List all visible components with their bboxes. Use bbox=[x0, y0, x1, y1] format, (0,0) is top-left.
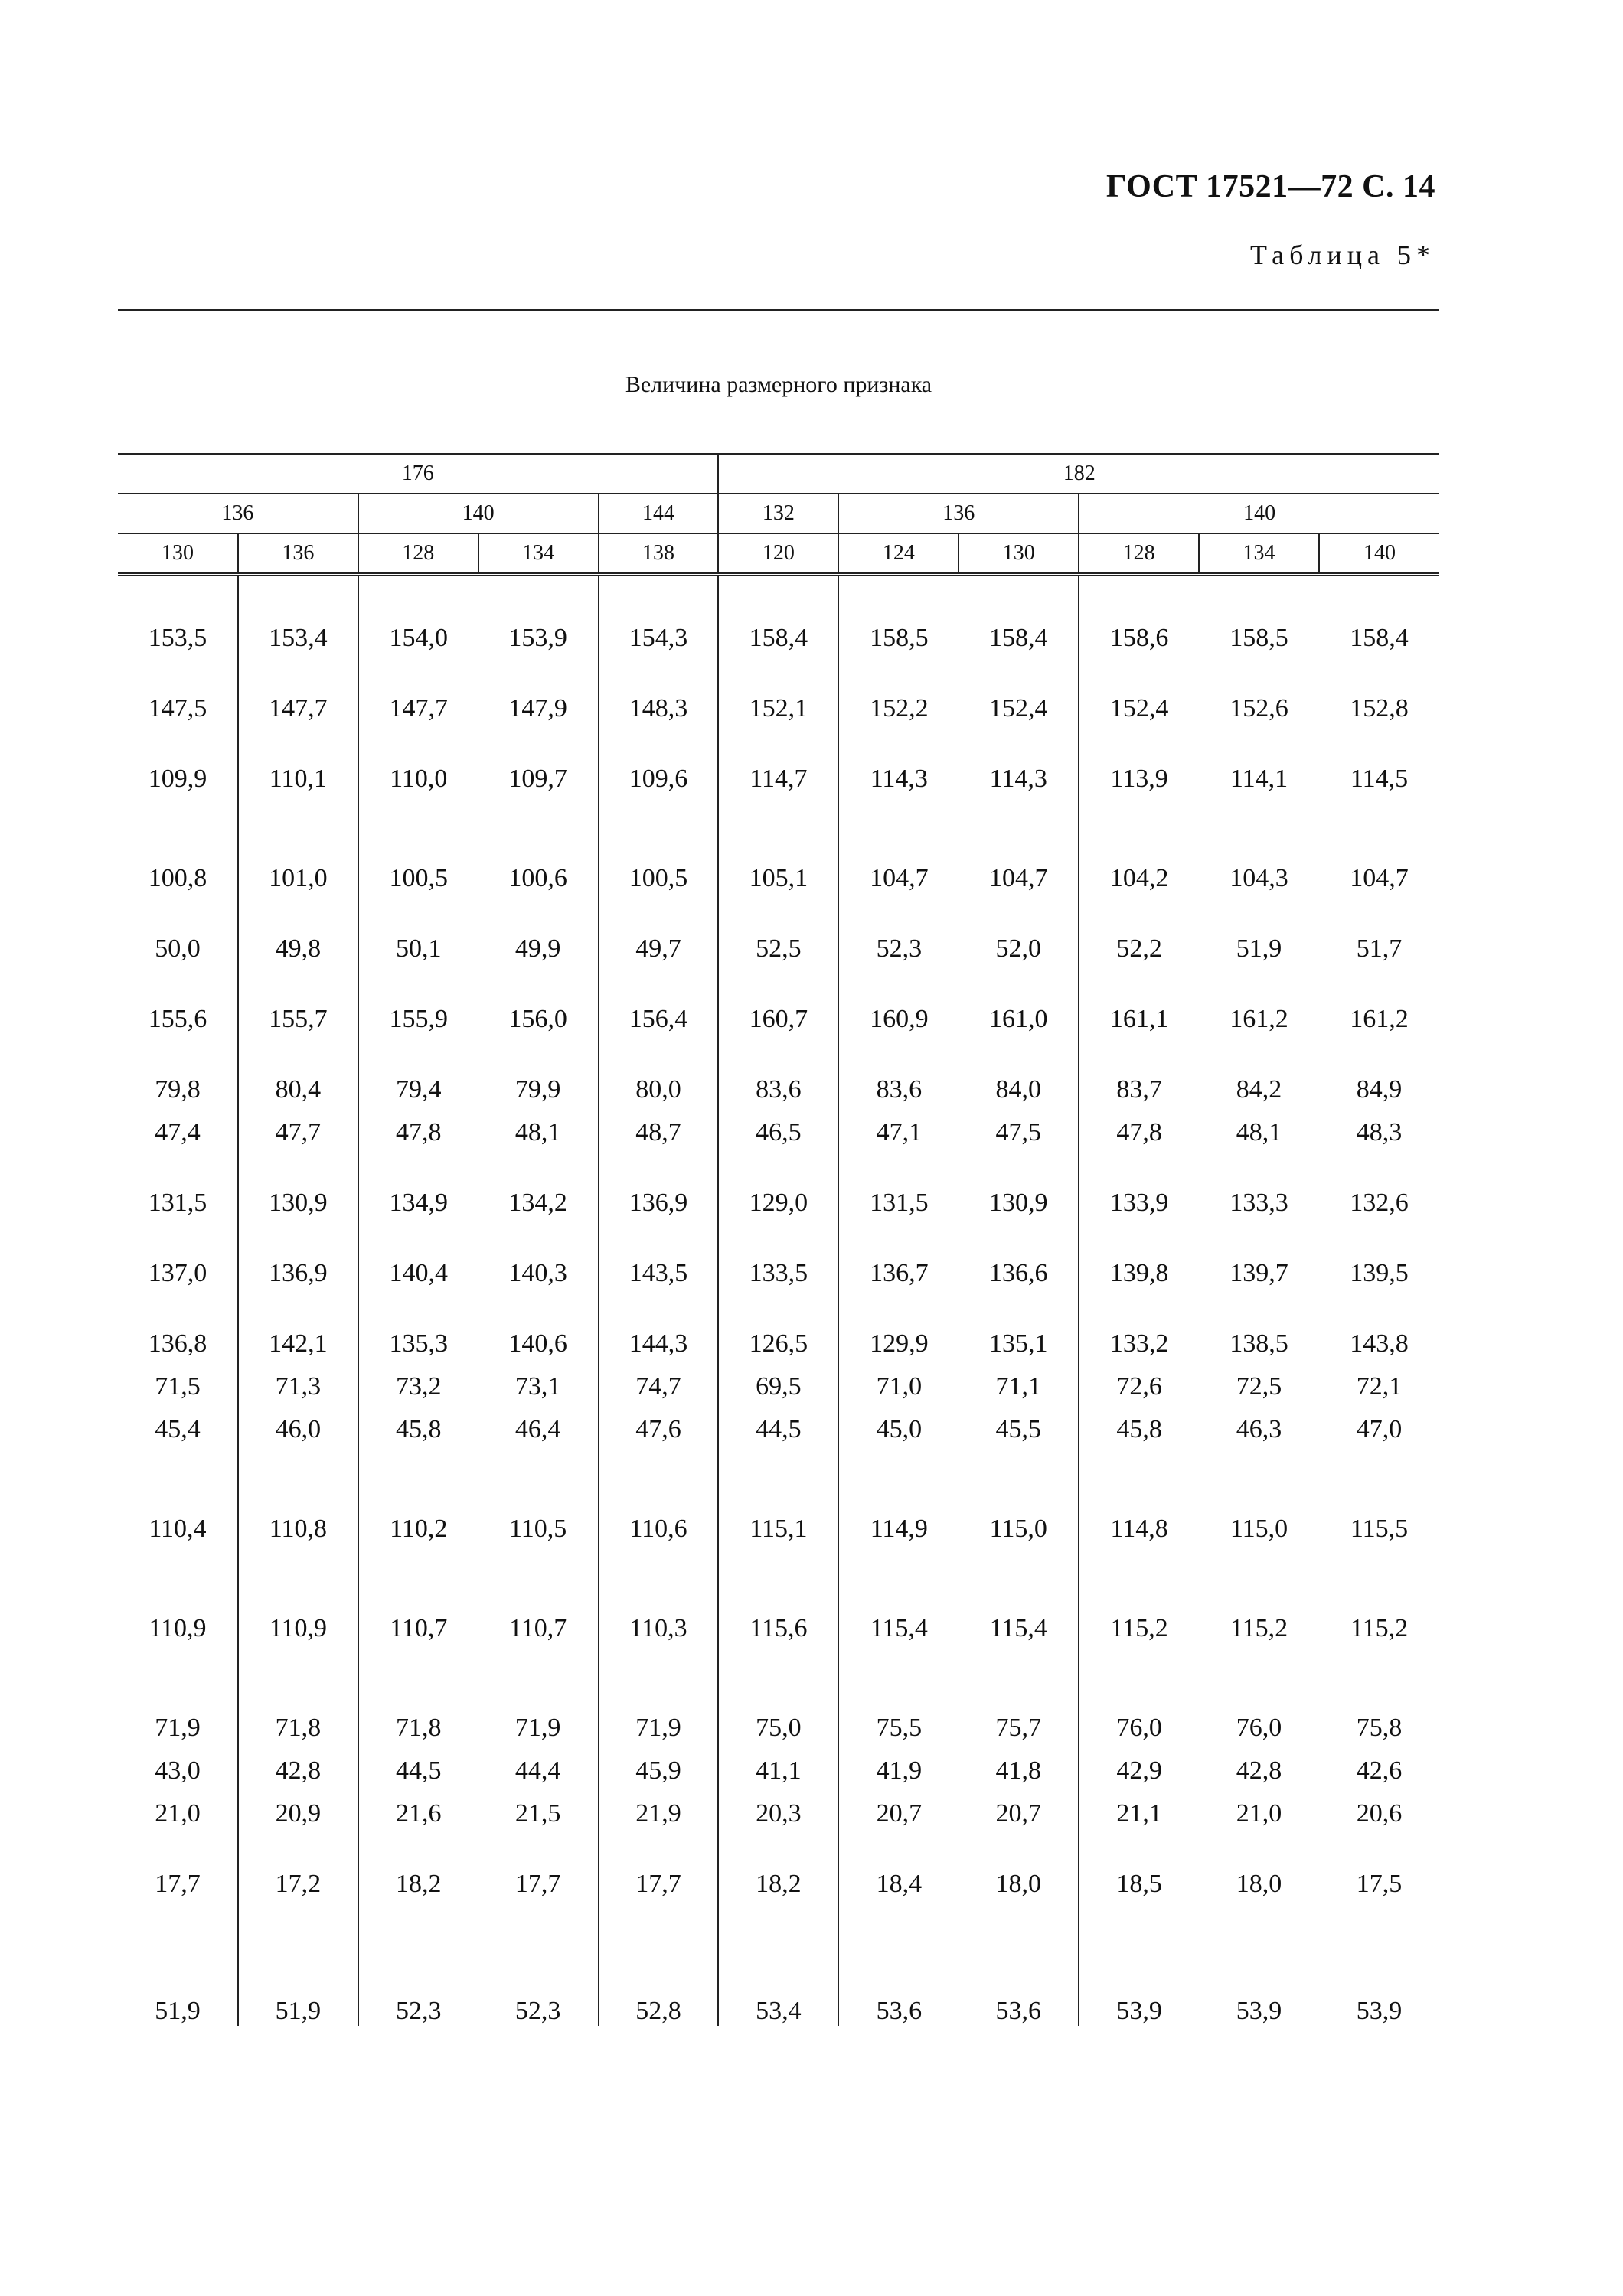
table-cell: 131,5 bbox=[838, 1147, 958, 1218]
table-cell: 75,7 bbox=[995, 1714, 1041, 1742]
table-cell: 100,6 bbox=[508, 864, 567, 892]
table-cell: 100,5 bbox=[599, 794, 719, 893]
table-cell: 79,4 bbox=[358, 1034, 478, 1104]
table-cell: 156,4 bbox=[599, 964, 719, 1034]
table-cell: 46,5 bbox=[718, 1104, 838, 1147]
table-cell: 115,4 bbox=[989, 1614, 1047, 1642]
table-cell: 20,9 bbox=[238, 1786, 358, 1828]
table-cell: 134,2 bbox=[508, 1189, 567, 1217]
table-cell: 17,7 bbox=[599, 1828, 719, 1899]
table-cell: 137,0 bbox=[148, 1259, 207, 1287]
table-cell: 136,8 bbox=[148, 1329, 207, 1358]
table-cell: 41,1 bbox=[718, 1743, 838, 1786]
table-cell: 46,4 bbox=[514, 1415, 561, 1443]
table-cell: 152,4 bbox=[1079, 653, 1199, 723]
table-row bbox=[118, 653, 1439, 723]
header-chest-cell: 140 bbox=[1079, 494, 1439, 533]
table-cell: 109,6 bbox=[599, 723, 719, 794]
table-cell: 110,6 bbox=[599, 1444, 719, 1544]
header-hip-cell: 140 bbox=[1319, 533, 1439, 575]
table-cell: 52,5 bbox=[718, 893, 838, 964]
table-cell: 45,0 bbox=[838, 1401, 958, 1444]
table-cell: 52,8 bbox=[599, 1899, 719, 2026]
table-cell: 153,4 bbox=[238, 575, 358, 654]
table-cell: 101,0 bbox=[238, 794, 358, 893]
table-cell: 148,3 bbox=[599, 653, 719, 723]
table-cell: 76,0 bbox=[1079, 1643, 1199, 1743]
table-cell: 44,5 bbox=[718, 1401, 838, 1444]
table-cell: 158,4 bbox=[718, 575, 838, 654]
table-cell: 49,7 bbox=[599, 893, 719, 964]
document-header: ГОСТ 17521—72 С. 14 bbox=[1105, 169, 1435, 204]
table-cell: 104,2 bbox=[1079, 794, 1199, 893]
header-height-cell: 176 bbox=[118, 454, 718, 494]
table-cell: 18,5 bbox=[1079, 1828, 1199, 1899]
table-cell: 18,0 bbox=[1236, 1870, 1282, 1898]
table-cell: 115,0 bbox=[1229, 1515, 1288, 1543]
table-cell: 45,8 bbox=[358, 1401, 478, 1444]
table-cell: 110,9 bbox=[238, 1544, 358, 1643]
table-cell: 53,9 bbox=[1356, 1997, 1403, 2025]
table-cell: 47,4 bbox=[155, 1118, 201, 1146]
table-row bbox=[118, 575, 1439, 654]
table-cell: 52,2 bbox=[1079, 893, 1199, 964]
table-cell: 69,5 bbox=[718, 1358, 838, 1401]
table-cell: 115,2 bbox=[1079, 1544, 1199, 1643]
header-hip-cell: 120 bbox=[718, 533, 838, 575]
table-cell: 155,6 bbox=[148, 1005, 207, 1033]
header-hip-cell: 124 bbox=[838, 533, 958, 575]
table-cell: 133,3 bbox=[1229, 1189, 1288, 1217]
table-cell: 51,7 bbox=[1356, 934, 1403, 963]
table-cell: 21,0 bbox=[155, 1799, 201, 1828]
table-cell: 47,0 bbox=[1356, 1415, 1403, 1443]
header-hip-cell: 138 bbox=[599, 533, 719, 575]
table-cell: 47,8 bbox=[358, 1104, 478, 1147]
table-cell: 114,1 bbox=[1229, 765, 1288, 793]
table-cell: 44,4 bbox=[514, 1756, 561, 1785]
table-cell: 153,5 bbox=[148, 624, 207, 652]
table-container bbox=[118, 453, 1439, 2026]
table-cell: 100,8 bbox=[148, 864, 207, 892]
table-cell: 53,9 bbox=[1079, 1899, 1199, 2026]
table-cell: 84,2 bbox=[1236, 1075, 1282, 1104]
table-row bbox=[118, 1147, 1439, 1218]
table-row bbox=[118, 1544, 1439, 1643]
table-cell: 154,3 bbox=[599, 575, 719, 654]
table-cell: 17,5 bbox=[1356, 1870, 1403, 1898]
table-cell: 75,0 bbox=[718, 1643, 838, 1743]
table-cell: 139,5 bbox=[1350, 1259, 1409, 1287]
table-cell: 114,3 bbox=[838, 723, 958, 794]
table-cell: 21,5 bbox=[514, 1799, 561, 1828]
table-cell: 135,1 bbox=[988, 1329, 1048, 1358]
table-cell: 158,6 bbox=[1079, 575, 1199, 654]
table-cell: 48,7 bbox=[599, 1104, 719, 1147]
table-cell: 155,9 bbox=[358, 964, 478, 1034]
table-cell: 83,6 bbox=[718, 1034, 838, 1104]
header-hip-cell: 136 bbox=[238, 533, 358, 575]
table-cell: 72,6 bbox=[1079, 1358, 1199, 1401]
table-cell: 132,6 bbox=[1350, 1189, 1409, 1217]
table-cell: 44,5 bbox=[358, 1743, 478, 1786]
table-cell: 140,6 bbox=[508, 1329, 567, 1358]
size-table bbox=[118, 453, 1439, 2026]
table-cell: 21,0 bbox=[1236, 1799, 1282, 1828]
table-cell: 48,3 bbox=[1356, 1118, 1403, 1146]
table-cell: 17,7 bbox=[514, 1870, 561, 1898]
table-cell: 110,7 bbox=[508, 1614, 567, 1642]
header-row-hip bbox=[118, 533, 1439, 575]
table-cell: 114,7 bbox=[718, 723, 838, 794]
header-row-chest bbox=[118, 494, 1439, 533]
top-rule bbox=[118, 309, 1439, 311]
table-row bbox=[118, 964, 1439, 1034]
table-cell: 152,6 bbox=[1229, 694, 1288, 722]
table-cell: 18,0 bbox=[995, 1870, 1041, 1898]
header-chest-cell: 136 bbox=[118, 494, 358, 533]
table-cell: 113,9 bbox=[1079, 723, 1199, 794]
table-row bbox=[118, 1104, 1439, 1147]
table-cell: 158,4 bbox=[988, 624, 1048, 652]
table-cell: 115,4 bbox=[838, 1544, 958, 1643]
table-cell: 129,0 bbox=[718, 1147, 838, 1218]
table-cell: 41,8 bbox=[995, 1756, 1041, 1785]
table-cell: 20,7 bbox=[838, 1786, 958, 1828]
table-cell: 71,8 bbox=[358, 1643, 478, 1743]
table-cell: 50,0 bbox=[155, 934, 201, 963]
table-cell: 115,1 bbox=[718, 1444, 838, 1544]
table-cell: 152,8 bbox=[1350, 694, 1409, 722]
table-cell: 138,5 bbox=[1229, 1329, 1288, 1358]
table-cell: 79,9 bbox=[514, 1075, 561, 1104]
table-cell: 52,3 bbox=[514, 1997, 561, 2025]
table-cell: 45,9 bbox=[599, 1743, 719, 1786]
table-cell: 147,5 bbox=[148, 694, 207, 722]
table-cell: 51,9 bbox=[1236, 934, 1282, 963]
table-cell: 71,1 bbox=[995, 1372, 1041, 1401]
table-cell: 49,8 bbox=[238, 893, 358, 964]
header-hip-cell: 128 bbox=[1079, 533, 1199, 575]
table-cell: 161,2 bbox=[1229, 1005, 1288, 1033]
header-chest-cell: 140 bbox=[358, 494, 599, 533]
table-cell: 110,1 bbox=[238, 723, 358, 794]
table-row bbox=[118, 1643, 1439, 1743]
table-cell: 110,5 bbox=[508, 1515, 567, 1543]
table-cell: 45,8 bbox=[1079, 1401, 1199, 1444]
table-cell: 72,5 bbox=[1236, 1372, 1282, 1401]
table-cell: 21,1 bbox=[1079, 1786, 1199, 1828]
table-cell: 71,9 bbox=[599, 1643, 719, 1743]
table-label: Таблица 5* bbox=[1250, 240, 1435, 270]
table-row bbox=[118, 1358, 1439, 1401]
header-chest-cell: 132 bbox=[718, 494, 838, 533]
table-cell: 115,6 bbox=[718, 1544, 838, 1643]
table-cell: 156,0 bbox=[508, 1005, 567, 1033]
table-cell: 52,3 bbox=[358, 1899, 478, 2026]
table-cell: 160,7 bbox=[718, 964, 838, 1034]
table-cell: 133,9 bbox=[1079, 1147, 1199, 1218]
table-row bbox=[118, 723, 1439, 794]
table-cell: 53,9 bbox=[1236, 1997, 1282, 2025]
table-cell: 110,4 bbox=[149, 1515, 207, 1543]
table-cell: 71,0 bbox=[838, 1358, 958, 1401]
table-cell: 147,7 bbox=[358, 653, 478, 723]
table-cell: 142,1 bbox=[238, 1288, 358, 1358]
table-cell: 50,1 bbox=[358, 893, 478, 964]
table-cell: 46,0 bbox=[238, 1401, 358, 1444]
table-cell: 18,4 bbox=[838, 1828, 958, 1899]
table-cell: 45,5 bbox=[995, 1415, 1041, 1443]
table-cell: 45,4 bbox=[155, 1415, 201, 1443]
table-cell: 80,4 bbox=[238, 1034, 358, 1104]
table-row bbox=[118, 1288, 1439, 1358]
table-cell: 47,6 bbox=[599, 1401, 719, 1444]
table-cell: 71,9 bbox=[514, 1714, 561, 1742]
table-cell: 75,8 bbox=[1356, 1714, 1403, 1742]
table-row bbox=[118, 1218, 1439, 1288]
table-cell: 52,0 bbox=[995, 934, 1041, 963]
table-row bbox=[118, 1743, 1439, 1786]
table-cell: 17,7 bbox=[155, 1870, 201, 1898]
table-cell: 115,0 bbox=[989, 1515, 1047, 1543]
table-cell: 130,9 bbox=[988, 1189, 1048, 1217]
table-cell: 42,6 bbox=[1356, 1756, 1403, 1785]
table-cell: 18,2 bbox=[718, 1828, 838, 1899]
table-cell: 83,6 bbox=[838, 1034, 958, 1104]
table-cell: 161,0 bbox=[988, 1005, 1048, 1033]
table-cell: 52,3 bbox=[838, 893, 958, 964]
table-cell: 134,9 bbox=[358, 1147, 478, 1218]
header-hip-cell: 130 bbox=[958, 533, 1079, 575]
table-cell: 158,4 bbox=[1350, 624, 1409, 652]
table-cell: 47,8 bbox=[1079, 1104, 1199, 1147]
table-row bbox=[118, 1034, 1439, 1104]
header-height-cell: 182 bbox=[718, 454, 1439, 494]
table-cell: 104,7 bbox=[838, 794, 958, 893]
table-cell: 115,5 bbox=[1350, 1515, 1409, 1543]
table-cell: 47,7 bbox=[238, 1104, 358, 1147]
header-chest-cell: 144 bbox=[599, 494, 719, 533]
table-cell: 71,9 bbox=[155, 1714, 201, 1742]
table-row bbox=[118, 893, 1439, 964]
table-row bbox=[118, 1828, 1439, 1899]
table-cell: 76,0 bbox=[1236, 1714, 1282, 1742]
table-row bbox=[118, 794, 1439, 893]
header-hip-cell: 130 bbox=[118, 533, 238, 575]
table-cell: 72,1 bbox=[1356, 1372, 1403, 1401]
table-cell: 110,7 bbox=[358, 1544, 478, 1643]
table-cell: 17,2 bbox=[238, 1828, 358, 1899]
table-cell: 110,2 bbox=[358, 1444, 478, 1544]
table-cell: 71,8 bbox=[238, 1643, 358, 1743]
table-cell: 114,3 bbox=[989, 765, 1047, 793]
table-cell: 115,2 bbox=[1229, 1614, 1288, 1642]
table-cell: 153,9 bbox=[508, 624, 567, 652]
table-cell: 114,5 bbox=[1350, 765, 1409, 793]
table-cell: 18,2 bbox=[358, 1828, 478, 1899]
table-cell: 80,0 bbox=[599, 1034, 719, 1104]
table-cell: 158,5 bbox=[838, 575, 958, 654]
table-row bbox=[118, 1401, 1439, 1444]
table-cell: 74,7 bbox=[599, 1358, 719, 1401]
table-cell: 161,2 bbox=[1350, 1005, 1409, 1033]
header-chest-cell: 136 bbox=[838, 494, 1079, 533]
table-cell: 135,3 bbox=[358, 1288, 478, 1358]
table-cell: 73,1 bbox=[514, 1372, 561, 1401]
table-cell: 84,0 bbox=[995, 1075, 1041, 1104]
table-cell: 131,5 bbox=[148, 1189, 207, 1217]
table-cell: 71,3 bbox=[238, 1358, 358, 1401]
table-cell: 53,4 bbox=[718, 1899, 838, 2026]
table-cell: 41,9 bbox=[838, 1743, 958, 1786]
table-cell: 104,3 bbox=[1229, 864, 1288, 892]
table-cell: 75,5 bbox=[838, 1643, 958, 1743]
table-cell: 110,3 bbox=[599, 1544, 719, 1643]
table-cell: 133,2 bbox=[1079, 1288, 1199, 1358]
table-body bbox=[118, 575, 1439, 2027]
table-row bbox=[118, 1899, 1439, 2026]
table-cell: 114,9 bbox=[838, 1444, 958, 1544]
table-cell: 136,6 bbox=[988, 1259, 1048, 1287]
table-cell: 130,9 bbox=[238, 1147, 358, 1218]
header-hip-cell: 134 bbox=[1199, 533, 1319, 575]
table-cell: 21,6 bbox=[358, 1786, 478, 1828]
table-cell: 154,0 bbox=[358, 575, 478, 654]
table-cell: 71,5 bbox=[155, 1372, 201, 1401]
table-cell: 143,5 bbox=[599, 1218, 719, 1288]
table-cell: 136,9 bbox=[238, 1218, 358, 1288]
header-hip-cell: 134 bbox=[478, 533, 599, 575]
table-cell: 53,6 bbox=[995, 1997, 1041, 2025]
table-cell: 144,3 bbox=[599, 1288, 719, 1358]
table-cell: 158,5 bbox=[1229, 624, 1288, 652]
table-caption: Величина размерного признака bbox=[625, 372, 932, 397]
table-row bbox=[118, 1786, 1439, 1828]
table-cell: 49,9 bbox=[514, 934, 561, 963]
table-cell: 129,9 bbox=[838, 1288, 958, 1358]
table-cell: 136,7 bbox=[838, 1218, 958, 1288]
table-cell: 155,7 bbox=[238, 964, 358, 1034]
table-cell: 43,0 bbox=[155, 1756, 201, 1785]
table-cell: 51,9 bbox=[238, 1899, 358, 2026]
table-cell: 152,2 bbox=[838, 653, 958, 723]
table-cell: 152,1 bbox=[718, 653, 838, 723]
table-cell: 84,9 bbox=[1356, 1075, 1403, 1104]
table-cell: 104,7 bbox=[988, 864, 1048, 892]
table-cell: 147,7 bbox=[238, 653, 358, 723]
table-cell: 48,1 bbox=[1236, 1118, 1282, 1146]
table-cell: 53,6 bbox=[838, 1899, 958, 2026]
table-cell: 152,4 bbox=[988, 694, 1048, 722]
table-cell: 79,8 bbox=[155, 1075, 201, 1104]
header-hip-cell: 128 bbox=[358, 533, 478, 575]
table-cell: 147,9 bbox=[508, 694, 567, 722]
table-cell: 114,8 bbox=[1079, 1444, 1199, 1544]
table-cell: 110,9 bbox=[149, 1614, 207, 1642]
table-cell: 109,9 bbox=[148, 765, 207, 793]
table-cell: 139,7 bbox=[1229, 1259, 1288, 1287]
table-cell: 115,2 bbox=[1350, 1614, 1409, 1642]
table-cell: 83,7 bbox=[1079, 1034, 1199, 1104]
table-cell: 161,1 bbox=[1079, 964, 1199, 1034]
table-cell: 105,1 bbox=[718, 794, 838, 893]
table-cell: 20,7 bbox=[995, 1799, 1041, 1828]
table-cell: 140,3 bbox=[508, 1259, 567, 1287]
table-cell: 104,7 bbox=[1350, 864, 1409, 892]
table-cell: 20,3 bbox=[718, 1786, 838, 1828]
table-cell: 110,0 bbox=[358, 723, 478, 794]
table-cell: 100,5 bbox=[358, 794, 478, 893]
table-cell: 47,1 bbox=[838, 1104, 958, 1147]
table-cell: 133,5 bbox=[718, 1218, 838, 1288]
table-cell: 51,9 bbox=[155, 1997, 201, 2025]
table-cell: 126,5 bbox=[718, 1288, 838, 1358]
table-cell: 21,9 bbox=[599, 1786, 719, 1828]
table-cell: 73,2 bbox=[358, 1358, 478, 1401]
table-cell: 160,9 bbox=[838, 964, 958, 1034]
table-row bbox=[118, 1444, 1439, 1544]
table-cell: 136,9 bbox=[599, 1147, 719, 1218]
header-row-height bbox=[118, 454, 1439, 494]
table-cell: 42,8 bbox=[1236, 1756, 1282, 1785]
table-cell: 48,1 bbox=[514, 1118, 561, 1146]
table-cell: 20,6 bbox=[1356, 1799, 1403, 1828]
table-cell: 109,7 bbox=[508, 765, 567, 793]
table-cell: 143,8 bbox=[1350, 1329, 1409, 1358]
table-cell: 110,8 bbox=[238, 1444, 358, 1544]
table-cell: 47,5 bbox=[995, 1118, 1041, 1146]
table-cell: 140,4 bbox=[358, 1218, 478, 1288]
table-cell: 46,3 bbox=[1236, 1415, 1282, 1443]
table-cell: 42,9 bbox=[1079, 1743, 1199, 1786]
table-cell: 139,8 bbox=[1079, 1218, 1199, 1288]
table-cell: 42,8 bbox=[238, 1743, 358, 1786]
